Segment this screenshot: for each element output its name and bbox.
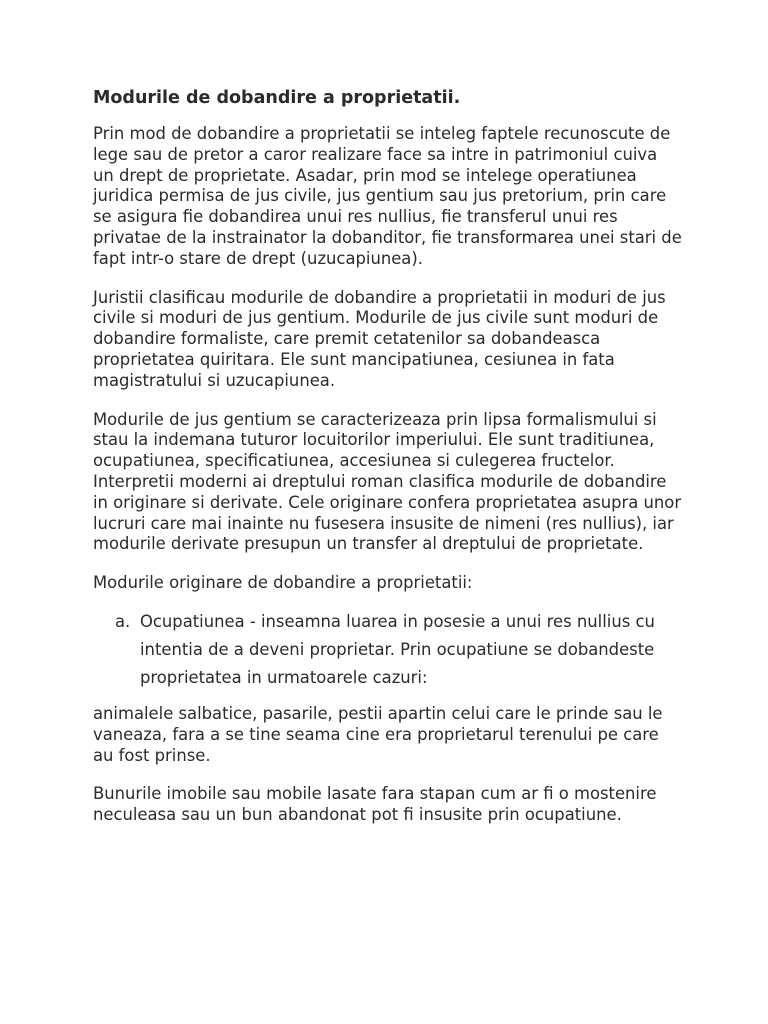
document-page [93, 86, 683, 844]
paragraph-originare-heading: Modurile originare de dobandire a proprietatii: [93, 573, 473, 593]
paragraph-jus-civile: Juristii clasificau modurile de dobandire a proprietatii in moduri de jus civile si moduri de jus gentium. Modurile de jus civile sunt moduri de dobandire formaliste, care premit cetatenilor sa dobandeasca proprietatea quiritara. Ele sunt mancipatiunea, cesiunea in fata magistratului si uzucapiunea. [93, 287, 666, 390]
paragraph-bunuri: Bunurile imobile sau mobile lasate fara stapan cum ar fi o mostenire neculeasa sau un bun abandonat pot fi insusite prin ocupatiune. [93, 784, 657, 825]
list-item-text: Ocupatiunea - inseamna luarea in posesie a unui res nullius cu intentia de a deveni proprietar. Prin ocupatiune se dobandeste proprietatea in urmatoarele cazuri: [140, 611, 655, 687]
ordered-list [93, 608, 683, 692]
paragraph-definition: Prin mod de dobandire a proprietatii se inteleg faptele recunoscute de lege sau de pretor a caror realizare face sa intre in patrimoniul cuiva un drept de proprietate. Asadar, prin mod se intelege operatiunea juridica permisa de jus civile, jus gentium sau jus pretorium, prin care se asigura fie dobandirea unui res nullius, fie transferul unui res privatae de la instrainator la dobanditor, fie transformarea unei stari de fapt intr-o stare de drept (uzucapiunea). [93, 124, 682, 268]
paragraph-animale: animalele salbatice, pasarile, pestii apartin celui care le prinde sau le vaneaza, fara a se tine seama cine era proprietarul terenului pe care au fost prinse. [93, 703, 663, 765]
document-title: Modurile de dobandire a proprietatii. [93, 88, 461, 108]
paragraph-jus-gentium: Modurile de jus gentium se caracterizeaza prin lipsa formalismului si stau la indemana tuturor locuitorilor imperiului. Ele sunt traditiunea, ocupatiunea, specificatiunea, accesiunea si culegerea fructelor. Interpretii moderni ai dreptului roman clasifica modurile de dobandire in originare si derivate. Cele originare confera proprietatea asupra unor lucruri care mai inainte nu fusesera insusite de nimeni (res nullius), iar modurile derivate presupun un transfer al dreptului de proprietate. [93, 409, 682, 554]
list-item [93, 608, 683, 692]
list-marker: a. [115, 611, 131, 631]
